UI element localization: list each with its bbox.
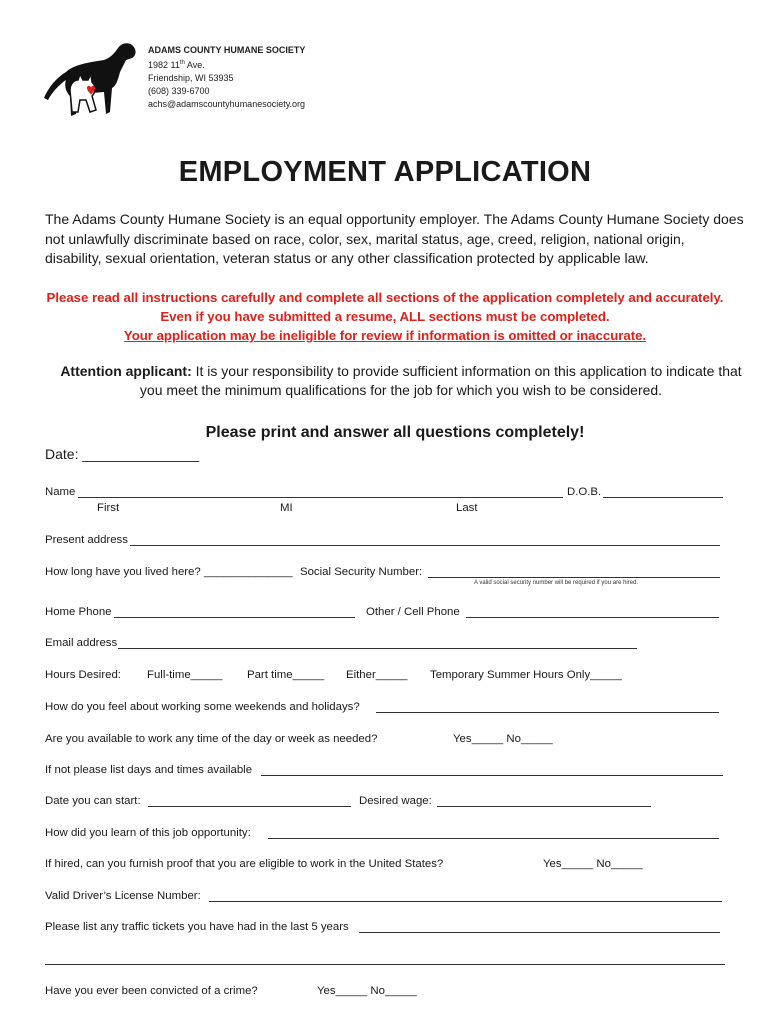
tickets-extra-line[interactable] [45, 964, 725, 965]
ssn-note: A valid social security number will be required if you are hired. [474, 580, 639, 586]
notice-line-3: Your application may be ineligible for review if information is omitted or inaccurate. [123, 328, 647, 343]
name-input-line[interactable] [78, 497, 563, 498]
cell-phone-label: Other / Cell Phone [366, 606, 460, 618]
full-time-option[interactable]: Full-time_____ [147, 669, 223, 681]
dob-label: D.O.B. [567, 486, 602, 498]
list-days-label: If not please list days and times available [45, 764, 253, 776]
available-label: Are you available to work any time of the day or week as needed? [45, 733, 378, 745]
learn-input-line[interactable] [268, 838, 719, 839]
org-email: achs@adamscountyhumanesociety.org [148, 99, 306, 109]
attention-label: Attention applicant: [60, 363, 192, 379]
convicted-yes-no[interactable]: Yes_____ No_____ [317, 985, 417, 997]
email-input-line[interactable] [118, 648, 637, 649]
part-time-option[interactable]: Part time_____ [247, 669, 325, 681]
hours-desired-label: Hours Desired: [45, 669, 121, 681]
learn-label: How did you learn of this job opportunity: [45, 827, 251, 839]
name-label: Name [45, 486, 76, 498]
dob-input-line[interactable] [603, 497, 723, 498]
print-instruction: Please print and answer all questions completely! [205, 424, 585, 441]
org-contact-block [148, 44, 305, 111]
present-address-label: Present address [45, 534, 128, 546]
ssn-input-line[interactable] [428, 577, 720, 578]
eligible-label: If hired, can you furnish proof that you are eligible to work in the United States? [45, 858, 444, 870]
ssn-label: Social Security Number: [300, 566, 423, 578]
convicted-label: Have you ever been convicted of a crime? [45, 985, 258, 997]
org-street-number: 1982 11 [148, 60, 180, 70]
humane-society-logo [40, 40, 138, 122]
weekends-input-line[interactable] [376, 712, 719, 713]
weekends-label: How do you feel about working some weekends and holidays? [45, 701, 360, 713]
how-long-field[interactable]: How long have you lived here? ______________ [45, 566, 293, 578]
either-option[interactable]: Either_____ [346, 669, 408, 681]
org-phone: (608) 339-6700 [148, 86, 210, 96]
attention-paragraph [56, 362, 746, 400]
present-address-input-line[interactable] [130, 545, 720, 546]
license-label: Valid Driver’s License Number: [45, 890, 201, 902]
available-yes-no[interactable]: Yes_____ No_____ [453, 733, 553, 745]
home-phone-label: Home Phone [45, 606, 112, 618]
page-title: EMPLOYMENT APPLICATION [178, 156, 592, 188]
notice-line-2: Even if you have submitted a resume, ALL sections must be completed. [160, 309, 610, 324]
org-street-rest: Ave. [184, 60, 205, 70]
license-input-line[interactable] [209, 901, 722, 902]
org-street-suffix: th [179, 60, 185, 66]
wage-label: Desired wage: [359, 795, 432, 807]
date-field[interactable]: Date: _______________ [45, 446, 200, 462]
attention-text: It is your responsibility to provide sufficient information on this application to indicate that you meet the minimum qualifications for the job for which you wish to be considered. [139, 363, 742, 398]
tickets-label: Please list any traffic tickets you have had in the last 5 years [45, 921, 349, 933]
org-name: ADAMS COUNTY HUMANE SOCIETY [148, 45, 306, 55]
date-start-input-line[interactable] [148, 806, 351, 807]
org-city: Friendship, WI 53935 [148, 73, 234, 83]
mi-sublabel: MI [280, 502, 293, 514]
summer-hours-option[interactable]: Temporary Summer Hours Only_____ [430, 669, 622, 681]
last-sublabel: Last [456, 502, 478, 514]
home-phone-input-line[interactable] [114, 617, 355, 618]
first-sublabel: First [97, 502, 120, 514]
eligible-yes-no[interactable]: Yes_____ No_____ [543, 858, 643, 870]
notice-line-1: Please read all instructions carefully and complete all sections of the application completely and accurately. [46, 290, 724, 305]
wage-input-line[interactable] [437, 806, 651, 807]
list-days-input-line[interactable] [261, 775, 723, 776]
cell-phone-input-line[interactable] [466, 617, 719, 618]
date-start-label: Date you can start: [45, 795, 141, 807]
intro-paragraph: The Adams County Humane Society is an equal opportunity employer. The Adams County Humane Society does not unlawfully discriminate based on race, color, sex, marital status, age, creed, religion, national origin, disability, sexual orientation, veteran status or any other classification protected by applicable law. [45, 211, 744, 266]
tickets-input-line[interactable] [359, 932, 720, 933]
red-notice [0, 288, 770, 345]
email-label: Email address [45, 637, 118, 649]
org-address [148, 57, 305, 72]
